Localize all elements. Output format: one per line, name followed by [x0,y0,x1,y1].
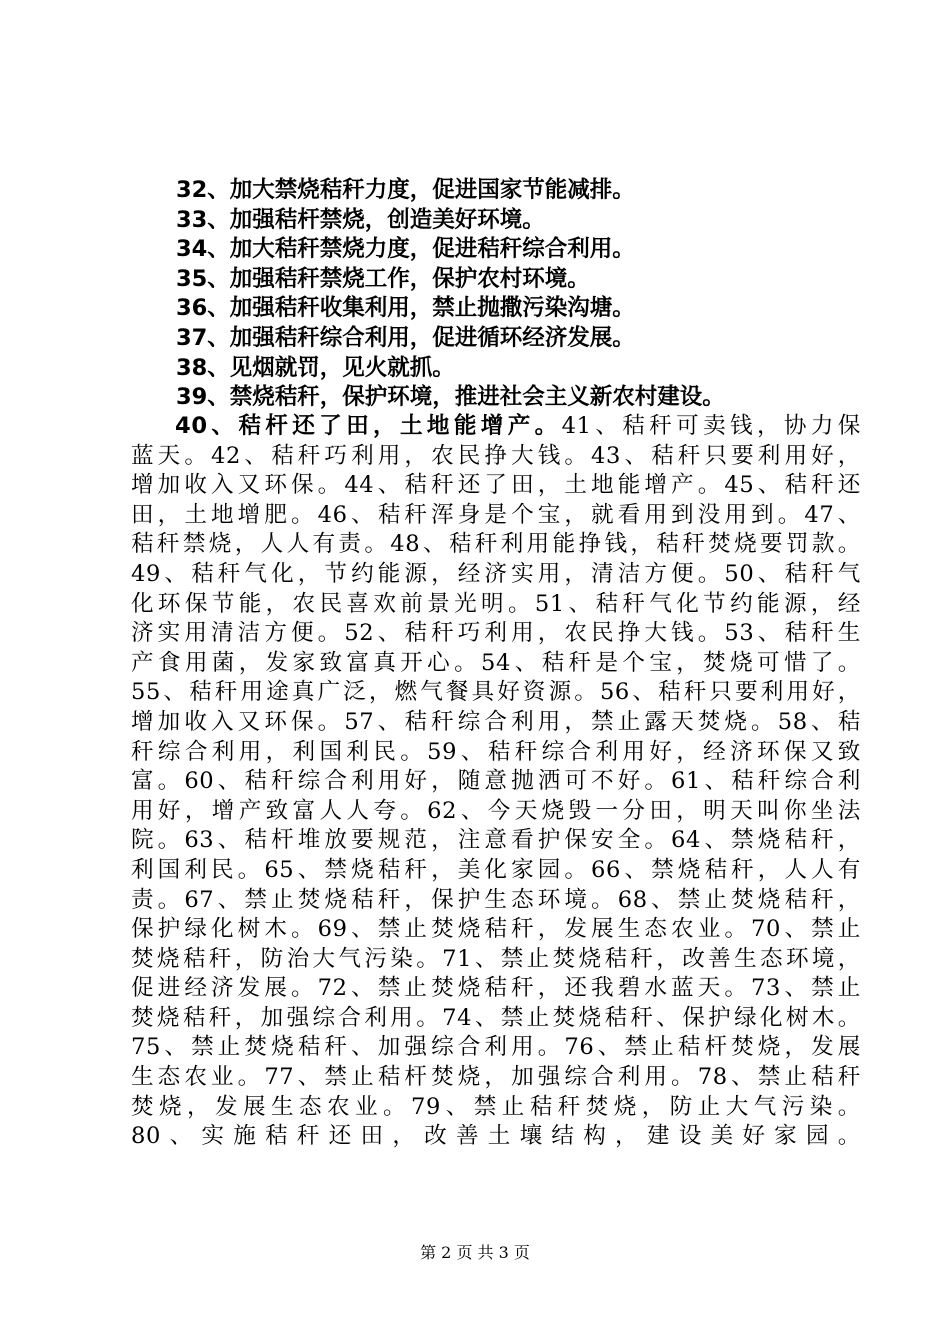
paragraph-line: 产食用菌，发家致富真开心。54、秸秆是个宝，焚烧可惜了。 [131,649,861,676]
paragraph-line: 利国利民。65、禁烧秸秆，美化家园。66、禁烧秸秆，人人有 [131,856,861,883]
slogan-list [176,176,876,413]
slogan-item: 32、加大禁烧秸秆力度，促进国家节能减排。 [176,177,635,203]
paragraph-line: 责。67、禁止焚烧秸秆，保护生态环境。68、禁止焚烧秸秆， [131,886,861,913]
paragraph-line: 秆综合利用，利国利民。59、秸秆综合利用好，经济环保又致 [131,738,861,765]
paragraph-line: 蓝天。42、秸秆巧利用，农民挣大钱。43、秸秆只要利用好， [131,442,861,469]
paragraph-line: 院。63、秸杆堆放要规范，注意看护保安全。64、禁烧秸秆， [131,827,861,854]
paragraph-line: 生态农业。77、禁止秸杆焚烧，加强综合利用。78、禁止秸秆 [131,1064,861,1091]
paragraph-line: 增加收入又环保。57、秸秆综合利用，禁止露天焚烧。58、秸 [131,708,861,735]
paragraph-line: 焚烧秸秆，加强综合利用。74、禁止焚烧秸秆、保护绿化树木。 [131,1004,861,1031]
slogan-item: 36、加强秸秆收集利用，禁止抛撒污染沟塘。 [176,295,635,322]
paragraph-line: 保护绿化树木。69、禁止焚烧秸秆，发展生态农业。70、禁止 [131,916,861,943]
paragraph-line-text: 41、秸秆可卖钱，协力保 [561,413,861,439]
paragraph-line: 富。60、秸秆综合利用好，随意抛洒可不好。61、秸秆综合利 [131,768,861,795]
slogan-item: 34、加大秸秆禁烧力度，促进秸秆综合利用。 [176,236,635,263]
slogan-item: 39、禁烧秸秆，保护环境，推进社会主义新农村建设。 [176,384,725,411]
paragraph-line: 用好，增产致富人人夸。62、今天烧毁一分田，明天叫你坐法 [131,797,861,824]
paragraph-lead: 40、秸杆还了田，土地能增产。 [175,413,562,439]
paragraph-line: 焚烧秸秆，防治大气污染。71、禁止焚烧秸秆，改善生态环境， [131,945,861,972]
paragraph-line: 55、秸秆用途真广泛，燃气餐具好资源。56、秸秆只要利用好， [131,679,861,706]
paragraph-line: 49、秸秆气化，节约能源，经济实用，清洁方便。50、秸秆气 [131,560,861,587]
paragraph-line: 75、禁止焚烧秸秆、加强综合利用。76、禁止秸杆焚烧，发展 [131,1034,861,1061]
paragraph-line [131,1152,861,1182]
paragraph-line: 济实用清洁方便。52、秸秆巧利用，农民挣大钱。53、秸秆生 [131,620,861,647]
paragraph-line: 化环保节能，农民喜欢前景光明。51、秸秆气化节约能源，经 [131,590,861,617]
slogan-item: 37、加强秸秆综合利用，促进循环经济发展。 [176,324,635,351]
slogan-item: 38、见烟就罚，见火就抓。 [176,354,455,381]
paragraph-line: 焚烧，发展生态农业。79、禁止秸秆焚烧，防止大气污染。 [131,1093,861,1120]
slogan-paragraph [131,412,861,1181]
paragraph-line: 80、实施秸秆还田，改善土壤结构，建设美好家园。 [131,1123,861,1150]
paragraph-line: 秸秆禁烧，人人有责。48、秸秆利用能挣钱，秸秆焚烧要罚款。 [131,531,861,558]
slogan-item: 33、加强秸杆禁烧，创造美好环境。 [176,206,545,233]
paragraph-line: 田，土地增肥。46、秸秆浑身是个宝，就看用到没用到。47、 [131,501,861,528]
page-footer: 第 2 页 共 3 页 [420,1243,530,1262]
paragraph-line [131,412,861,442]
slogan-item: 35、加强秸秆禁烧工作，保护农村环境。 [176,265,590,292]
paragraph-line: 促进经济发展。72、禁止焚烧秸秆，还我碧水蓝天。73、禁止 [131,975,861,1002]
paragraph-line: 增加收入又环保。44、秸秆还了田，土地能增产。45、秸秆还 [131,472,861,499]
